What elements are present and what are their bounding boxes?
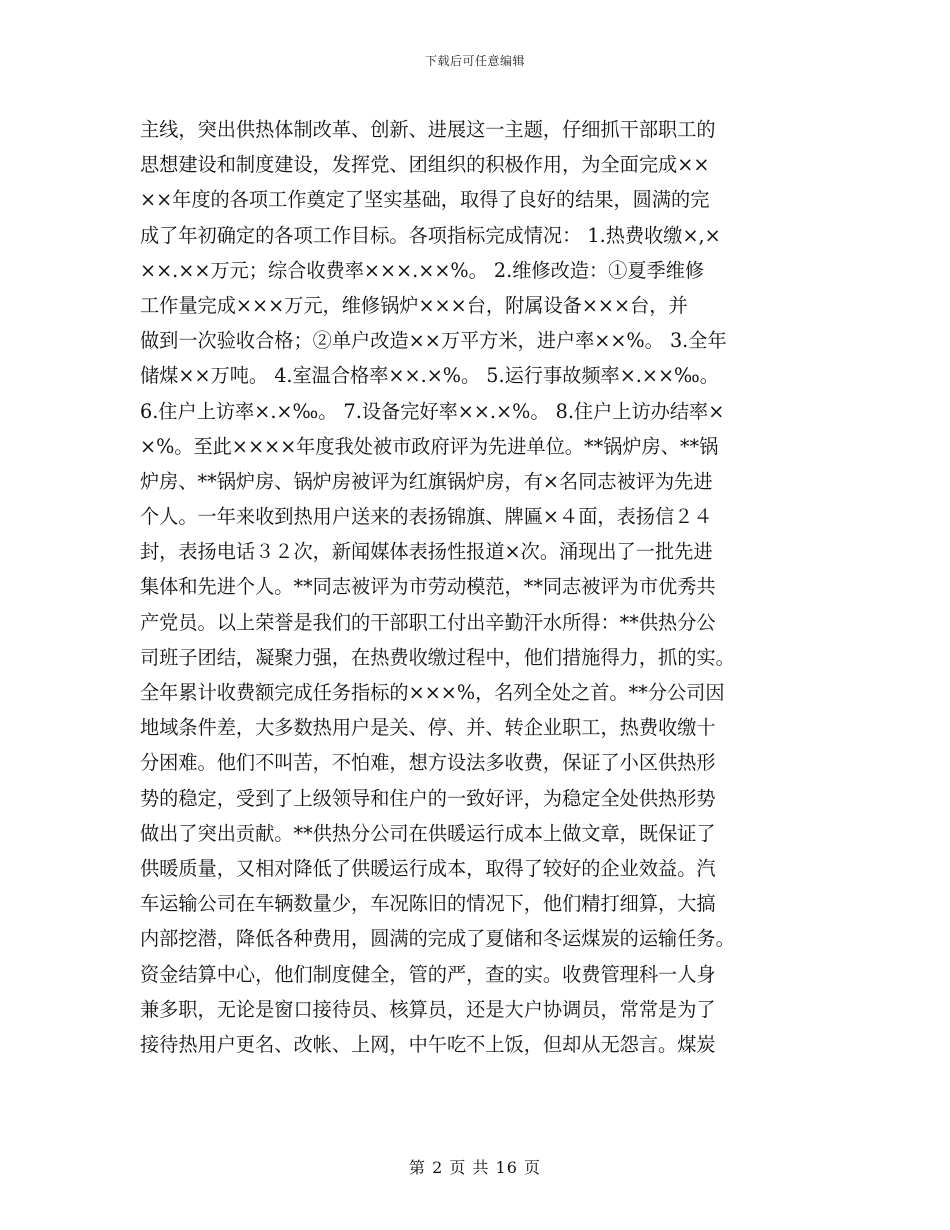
text-line: 全年累计收费额完成任务指标的×××%，名列全处之首。**分公司因 — [140, 681, 725, 704]
text-line: 分困难。他们不叫苦，不怕难，想方设法多收费，保证了小区供热形 — [140, 751, 716, 775]
page-number: 第 2 页 共 16 页 — [409, 1158, 541, 1177]
text-line: 工作量完成×××万元，维修锅炉×××台，附属设备×××台，并 — [140, 293, 688, 317]
text-line: 资金结算中心，他们制度健全，管的严，查的实。收费管理科一人身 — [140, 962, 716, 986]
text-line: 兼多职，无论是窗口接待员、核算员，还是大户协调员，常常是为了 — [140, 997, 716, 1021]
text-line: 供暖质量，又相对降低了供暖运行成本，取得了较好的企业效益。汽 — [140, 856, 716, 880]
text-line: 车运输公司在车辆数量少，车况陈旧的情况下，他们精打细算，大搞 — [140, 892, 716, 916]
text-line: 产党员。以上荣誉是我们的干部职工付出辛勤汗水所得：**供热分公 — [140, 610, 716, 634]
text-line: ××年度的各项工作奠定了坚实基础，取得了良好的结果，圆满的完 — [140, 188, 710, 212]
text-line: 储煤××万吨。 4.室温合格率××.×%。 5.运行事故频率×.××‰。 — [140, 364, 719, 388]
text-line: 主线，突出供热体制改革、创新、进展这一主题，仔细抓干部职工的 — [140, 118, 716, 141]
text-line: 封，表扬电话３２次，新闻媒体表扬性报道×次。涌现出了一批先进 — [140, 540, 713, 564]
text-line: ××.××万元；综合收费率×××.××%。 2.维修改造：①夏季维修 — [140, 258, 705, 282]
text-line: 做到一次验收合格；②单户改造××万平方米，进户率××%。 3.全年 — [140, 329, 727, 353]
body-text — [140, 112, 820, 1062]
text-line: 成了年初确定的各项工作目标。各项指标完成情况： 1.热费收缴×,× — [140, 223, 721, 247]
header-note: 下载后可任意编辑 — [424, 54, 525, 68]
text-line: 司班子团结，凝聚力强，在热费收缴过程中，他们措施得力，抓的实。 — [140, 645, 735, 669]
text-line: ×%。至此××××年度我处被市政府评为先进单位。**锅炉房、**锅 — [140, 434, 719, 458]
text-line: 个人。一年来收到热用户送来的表扬锦旗、牌匾×４面，表扬信２４ — [140, 505, 713, 529]
text-line: 思想建设和制度建设，发挥党、团组织的积极作用，为全面完成×× — [140, 153, 710, 177]
text-line: 地域条件差，大多数热用户是关、停、并、转企业职工，热费收缴十 — [140, 716, 716, 740]
text-line: 炉房、**锅炉房、锅炉房被评为红旗锅炉房，有×名同志被评为先进 — [140, 469, 713, 493]
text-line: 内部挖潜，降低各种费用，圆满的完成了夏储和冬运煤炭的运输任务。 — [140, 927, 735, 951]
text-line: 接待热用户更名、改帐、上网，中午吃不上饭，但却从无怨言。煤炭 — [140, 1032, 716, 1056]
text-line: 势的稳定，受到了上级领导和住户的一致好评，为稳定全处供热形势 — [140, 786, 716, 810]
text-line: 6.住户上访率×.×‰。 7.设备完好率××.×%。 8.住户上访办结率× — [140, 399, 725, 423]
text-line: 集体和先进个人。**同志被评为市劳动模范，**同志被评为市优秀共 — [140, 575, 716, 599]
text-line: 做出了突出贡献。**供热分公司在供暖运行成本上做文章，既保证了 — [140, 821, 716, 845]
